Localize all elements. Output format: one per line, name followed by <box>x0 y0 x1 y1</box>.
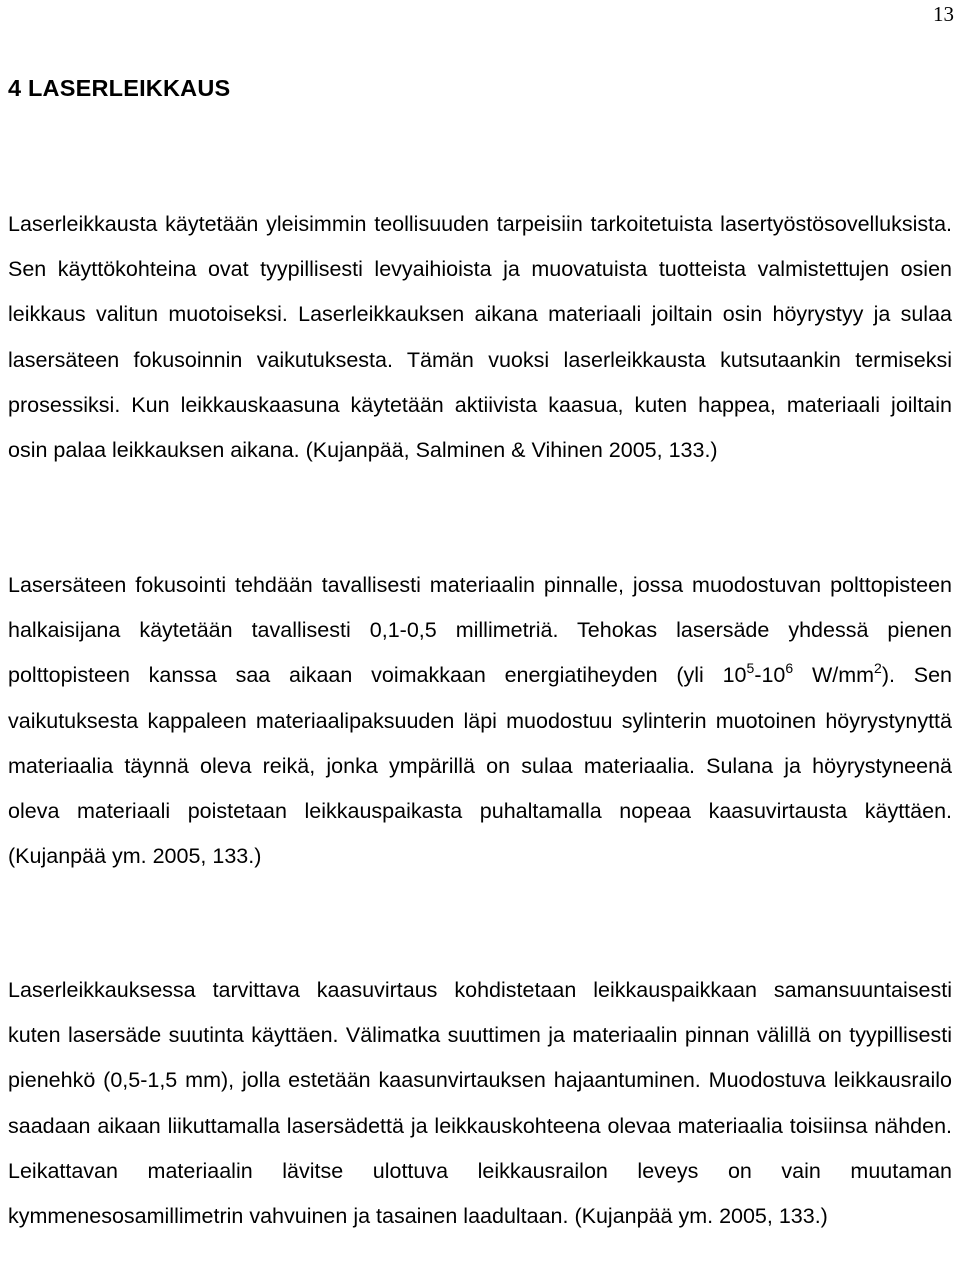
paragraph-text-segment: Lasersäteen fokusointi tehdään tavallisesti materiaalin pinnalle, jossa muodostuvan polttopisteen halkaisijana käytetään tavallisesti 0,1-0,5 millimetriä. Tehokas lasersäde yhdessä pienen polttopisteen kanssa saa aikaan voimakkaan energiatiheyden (yli 10 <box>8 573 952 688</box>
section-heading: 4 LASERLEIKKAUS <box>8 75 231 101</box>
paragraph-laser-cutting-overview: Laserleikkausta käytetään yleisimmin teollisuuden tarpeisiin tarkoitetuista lasertyöstösovelluksista. Sen käyttökohteina ovat tyypillisesti levyaihioista ja muovatuista tuotteista valmistettujen osien leikkaus valitun muotoiseksi. Laserleikkauksen aikana materiaali joiltain osin höyrystyy ja sulaa lasersäteen fokusoinnin vaikutuksesta. Tämän vuoksi laserleikkausta kutsutaankin termiseksi prosessiksi. Kun leikkauskaasuna käytetään aktiivista kaasua, kuten happea, materiaali joiltain osin palaa leikkauksen aikana. (Kujanpää, Salminen & Vihinen 2005, 133.) <box>8 212 952 463</box>
paragraph-text-segment: -10 <box>754 663 786 688</box>
paragraph-text-segment: ). Sen vaikutuksesta kappaleen materiaalipaksuuden läpi muodostuu sylinterin muotoinen höyrystynyttä materiaalia täynnä oleva reikä, jonka ympärillä on sulaa materiaalia. Sulana ja höyrystyneenä oleva materiaali poistetaan leikkauspaikasta puhaltamalla nopeaa kaasuvirtausta käyttäen. (Kujanpää ym. 2005, 133.) <box>8 663 952 869</box>
paragraph-beam-focusing <box>8 563 952 879</box>
unit-superscript: 2 <box>874 660 882 677</box>
paragraph-text-segment: W/mm <box>793 663 875 688</box>
exponent-superscript: 5 <box>746 660 755 677</box>
exponent-superscript: 6 <box>785 660 794 677</box>
page-number: 13 <box>933 2 954 26</box>
paragraph-gas-flow: Laserleikkauksessa tarvittava kaasuvirtaus kohdistetaan leikkauspaikkaan samansuuntaisesti kuten lasersäde suutinta käyttäen. Välimatka suuttimen ja materiaalin pinnan välillä on tyypillisesti pienehkö (0,5-1,5 mm), jolla estetään kaasunvirtauksen hajaantuminen. Muodostuva leikkausrailo saadaan aikaan liikuttamalla lasersädettä ja leikkauskohteena olevaa materiaalia toisiinsa nähden. Leikattavan materiaalin lävitse ulottuva leikkausrailon leveys on vain muutaman kymmenesosamillimetrin vahvuinen ja tasainen laadultaan. (Kujanpää ym. 2005, 133.) <box>8 978 952 1229</box>
